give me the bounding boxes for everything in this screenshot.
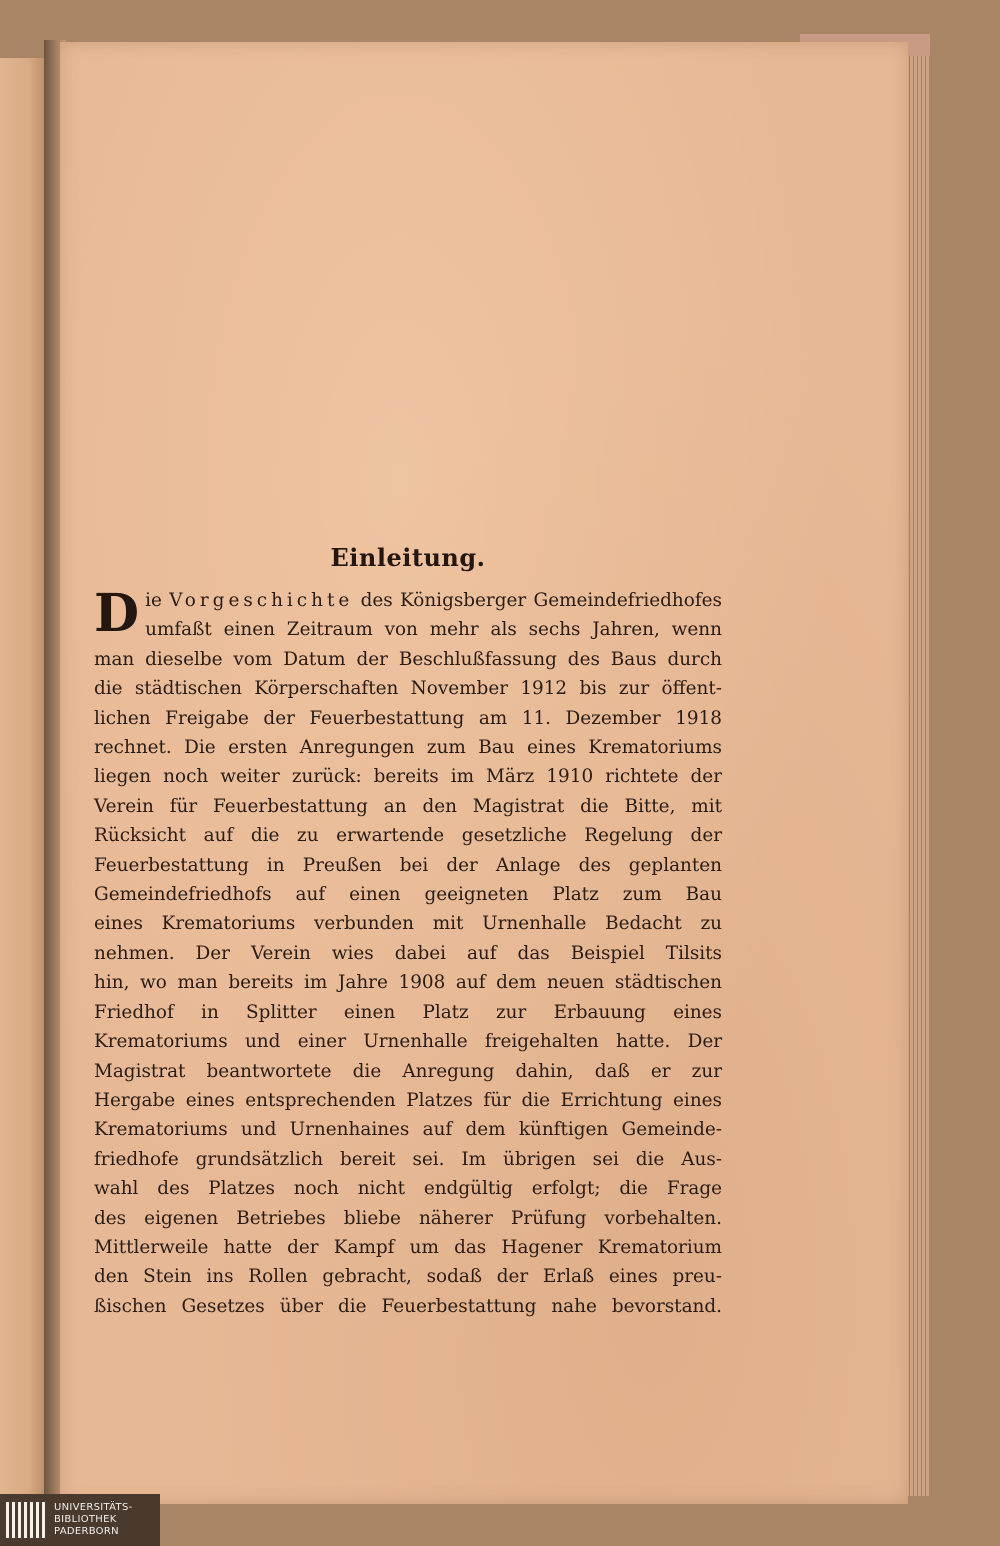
text-line: wahl des Platzes noch nicht endgültig erfolgt; die Frage (94, 1178, 722, 1200)
text-line: liegen noch weiter zurück: bereits im März 1910 richtete der (94, 766, 722, 788)
left-facing-page (0, 58, 48, 1498)
body-paragraph (94, 583, 722, 1321)
text-line: die städtischen Körperschaften November 1912 bis zur öffent- (94, 678, 722, 700)
text-line: Feuerbestattung in Preußen bei der Anlage des geplanten (94, 854, 722, 876)
text-line: umfaßt einen Zeitraum von mehr als sechs Jahren, wenn (145, 619, 722, 641)
text-line: Friedhof in Splitter einen Platz zur Erbauung eines (94, 1001, 722, 1023)
page-text-block (94, 544, 722, 1321)
text-line: hin, wo man bereits im Jahre 1908 auf dem neuen städtischen (94, 972, 722, 994)
text-line: nehmen. Der Verein wies dabei auf das Beispiel Tilsits (94, 942, 722, 964)
text-line: Krematoriums und einer Urnenhalle freigehalten hatte. Der (94, 1031, 722, 1053)
page-edge-stack (906, 56, 930, 1496)
text-line: den Stein ins Rollen gebracht, sodaß der Erlaß eines preu- (94, 1266, 722, 1288)
emphasized-word: Vorgeschichte (169, 590, 354, 611)
text-line: ie Vorgeschichte des Königsberger Gemeindefriedhofes (145, 590, 722, 611)
drop-cap-initial: D (94, 583, 140, 644)
text-line: friedhofe grundsätzlich bereit sei. Im übrigen sei die Aus- (94, 1148, 722, 1170)
text-line: Verein für Feuerbestattung an den Magistrat die Bitte, mit (94, 795, 722, 817)
text-line: man dieselbe vom Datum der Beschlußfassung des Baus durch (94, 648, 722, 670)
text-line: des eigenen Betriebes bliebe näherer Prüfung vorbehalten. (94, 1207, 722, 1229)
text-line: Gemeindefriedhofs auf einen geeigneten Platz zum Bau (94, 884, 722, 906)
chapter-title: Einleitung. (330, 543, 486, 572)
text-line: Hergabe eines entsprechenden Platzes für die Errichtung eines (94, 1089, 722, 1111)
text-line: ßischen Gesetzes über die Feuerbestattung nahe bevorstand. (94, 1295, 722, 1317)
library-logo-icon (6, 1502, 48, 1538)
text-line: Magistrat beantwortete die Anregung dahin, daß er zur (94, 1060, 722, 1082)
text-line: Rücksicht auf die zu erwartende gesetzliche Regelung der (94, 825, 722, 847)
text-line: rechnet. Die ersten Anregungen zum Bau eines Krematoriums (94, 737, 722, 759)
text-line: eines Krematoriums verbunden mit Urnenhalle Bedacht zu (94, 913, 722, 935)
library-stamp (0, 1494, 160, 1546)
text-line: Krematoriums und Urnenhaines auf dem künftigen Gemeinde- (94, 1119, 722, 1141)
text-line: Mittlerweile hatte der Kampf um das Hagener Krematorium (94, 1236, 722, 1258)
library-stamp-text: UNIVERSITÄTS- BIBLIOTHEK PADERBORN (54, 1502, 133, 1537)
text-line: lichen Freigabe der Feuerbestattung am 11. Dezember 1918 (94, 707, 722, 729)
